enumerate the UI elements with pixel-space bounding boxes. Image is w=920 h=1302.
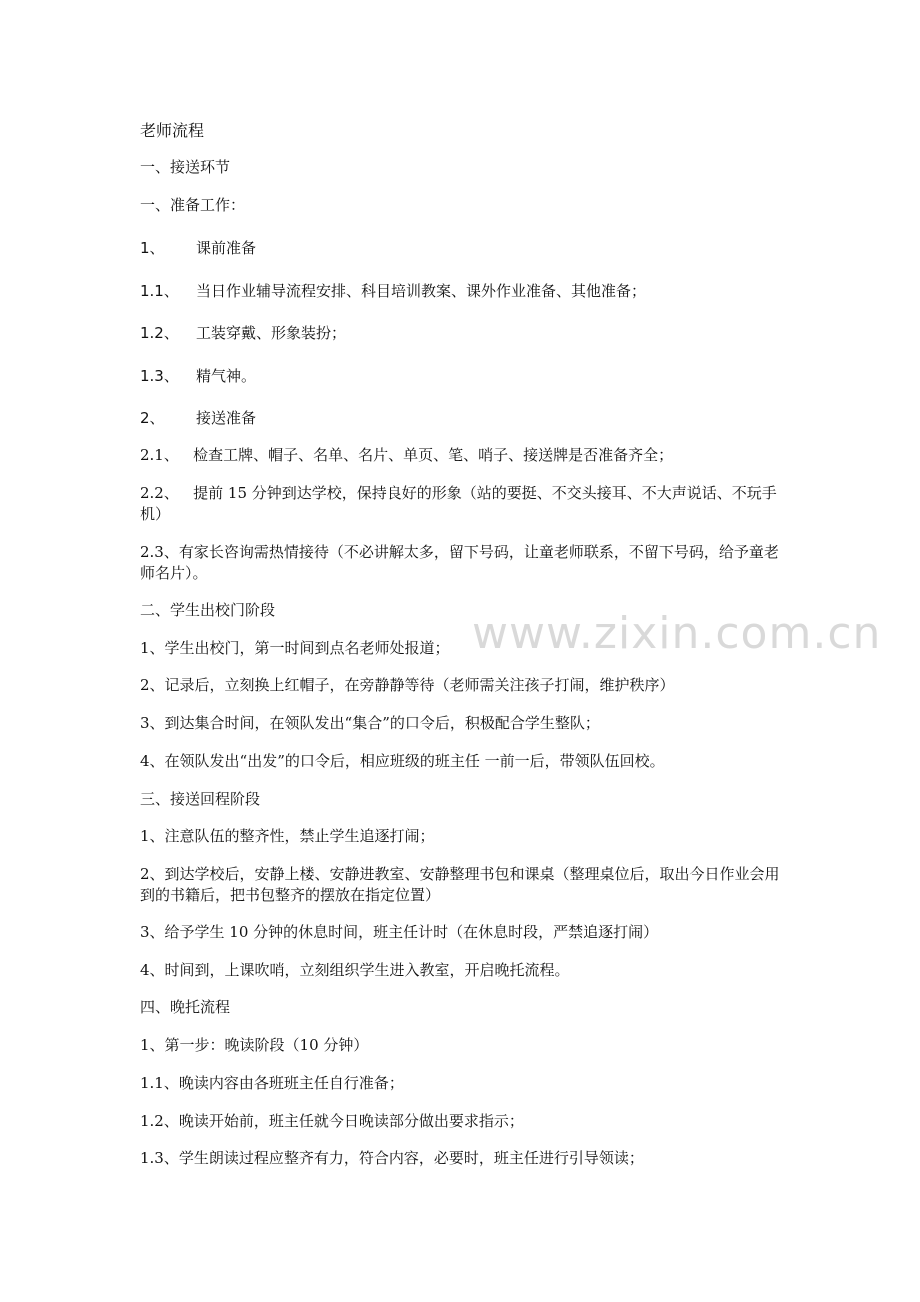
list-text: 接送准备 (196, 409, 257, 427)
list-item: 4、时间到，上课吹哨，立刻组织学生进入教室，开启晚托流程。 (140, 961, 570, 979)
list-item: 3、给予学生 10 分钟的休息时间，班主任计时（在休息时段，严禁追逐打闹） (140, 923, 659, 941)
list-number: 1、 (140, 239, 165, 257)
list-item: 1.2、晚读开始前，班主任就今日晚读部分做出要求指示； (140, 1112, 524, 1130)
list-item: 3、到达集合时间，在领队发出“集合”的口令后，积极配合学生整队； (140, 714, 600, 732)
list-item-1 (140, 238, 790, 259)
list-item: 2、记录后，立刻换上红帽子，在旁静静等待（老师需关注孩子打闹，维护秩序） (140, 676, 675, 694)
subsection-heading-preparation: 一、准备工作： (140, 196, 246, 214)
list-item-2-1: 2.1、 检查工牌、帽子、名单、名片、单页、笔、哨子、接送牌是否准备齐全； (140, 446, 674, 464)
list-item-2-2: 2.2、 提前 15 分钟到达学校，保持良好的形象（站的要挺、不交头接耳、不大声说话、不玩手机） (140, 484, 777, 523)
section-heading-return: 三、接送回程阶段 (140, 790, 261, 808)
list-item-1-1 (140, 281, 790, 302)
section-heading-exit: 二、学生出校门阶段 (140, 601, 276, 619)
list-number: 1.3、 (140, 367, 179, 385)
list-text: 课前准备 (196, 239, 257, 257)
list-item: 4、在领队发出“出发”的口令后，相应班级的班主任 一前一后，带领队伍回校。 (140, 752, 665, 770)
list-item-2 (140, 408, 790, 429)
list-number: 1.2、 (140, 324, 179, 342)
watermark-text: www.zixin.com.cn (472, 608, 882, 659)
document-title: 老师流程 (140, 121, 205, 140)
list-item: 1、第一步：晚读阶段（10 分钟） (140, 1036, 369, 1054)
list-item: 1、学生出校门，第一时间到点名老师处报道； (140, 639, 450, 657)
list-item-2-3: 2.3、有家长咨询需热情接待（不必讲解太多，留下号码，让童老师联系，不留下号码，给予童老师名片）。 (140, 543, 779, 582)
list-item-1-2 (140, 323, 790, 344)
list-item: 1、注意队伍的整齐性，禁止学生追逐打闹； (140, 827, 435, 845)
section-heading-pickup: 一、接送环节 (140, 158, 231, 176)
list-number: 1.1、 (140, 282, 179, 300)
list-item: 1.3、学生朗读过程应整齐有力，符合内容，必要时，班主任进行引导领读； (140, 1149, 644, 1167)
list-item: 1.1、晚读内容由各班班主任自行准备； (140, 1074, 404, 1092)
section-heading-evening: 四、晚托流程 (140, 998, 231, 1016)
list-text: 精气神。 (196, 367, 257, 385)
list-text: 工装穿戴、形象装扮； (196, 324, 347, 342)
list-item-1-3 (140, 366, 790, 387)
list-number: 2、 (140, 409, 165, 427)
list-text: 当日作业辅导流程安排、科目培训教案、课外作业准备、其他准备； (196, 282, 647, 300)
list-item: 2、到达学校后，安静上楼、安静进教室、安静整理书包和课桌（整理桌位后，取出今日作业会用到的书籍后，把书包整齐的摆放在指定位置） (140, 865, 780, 904)
